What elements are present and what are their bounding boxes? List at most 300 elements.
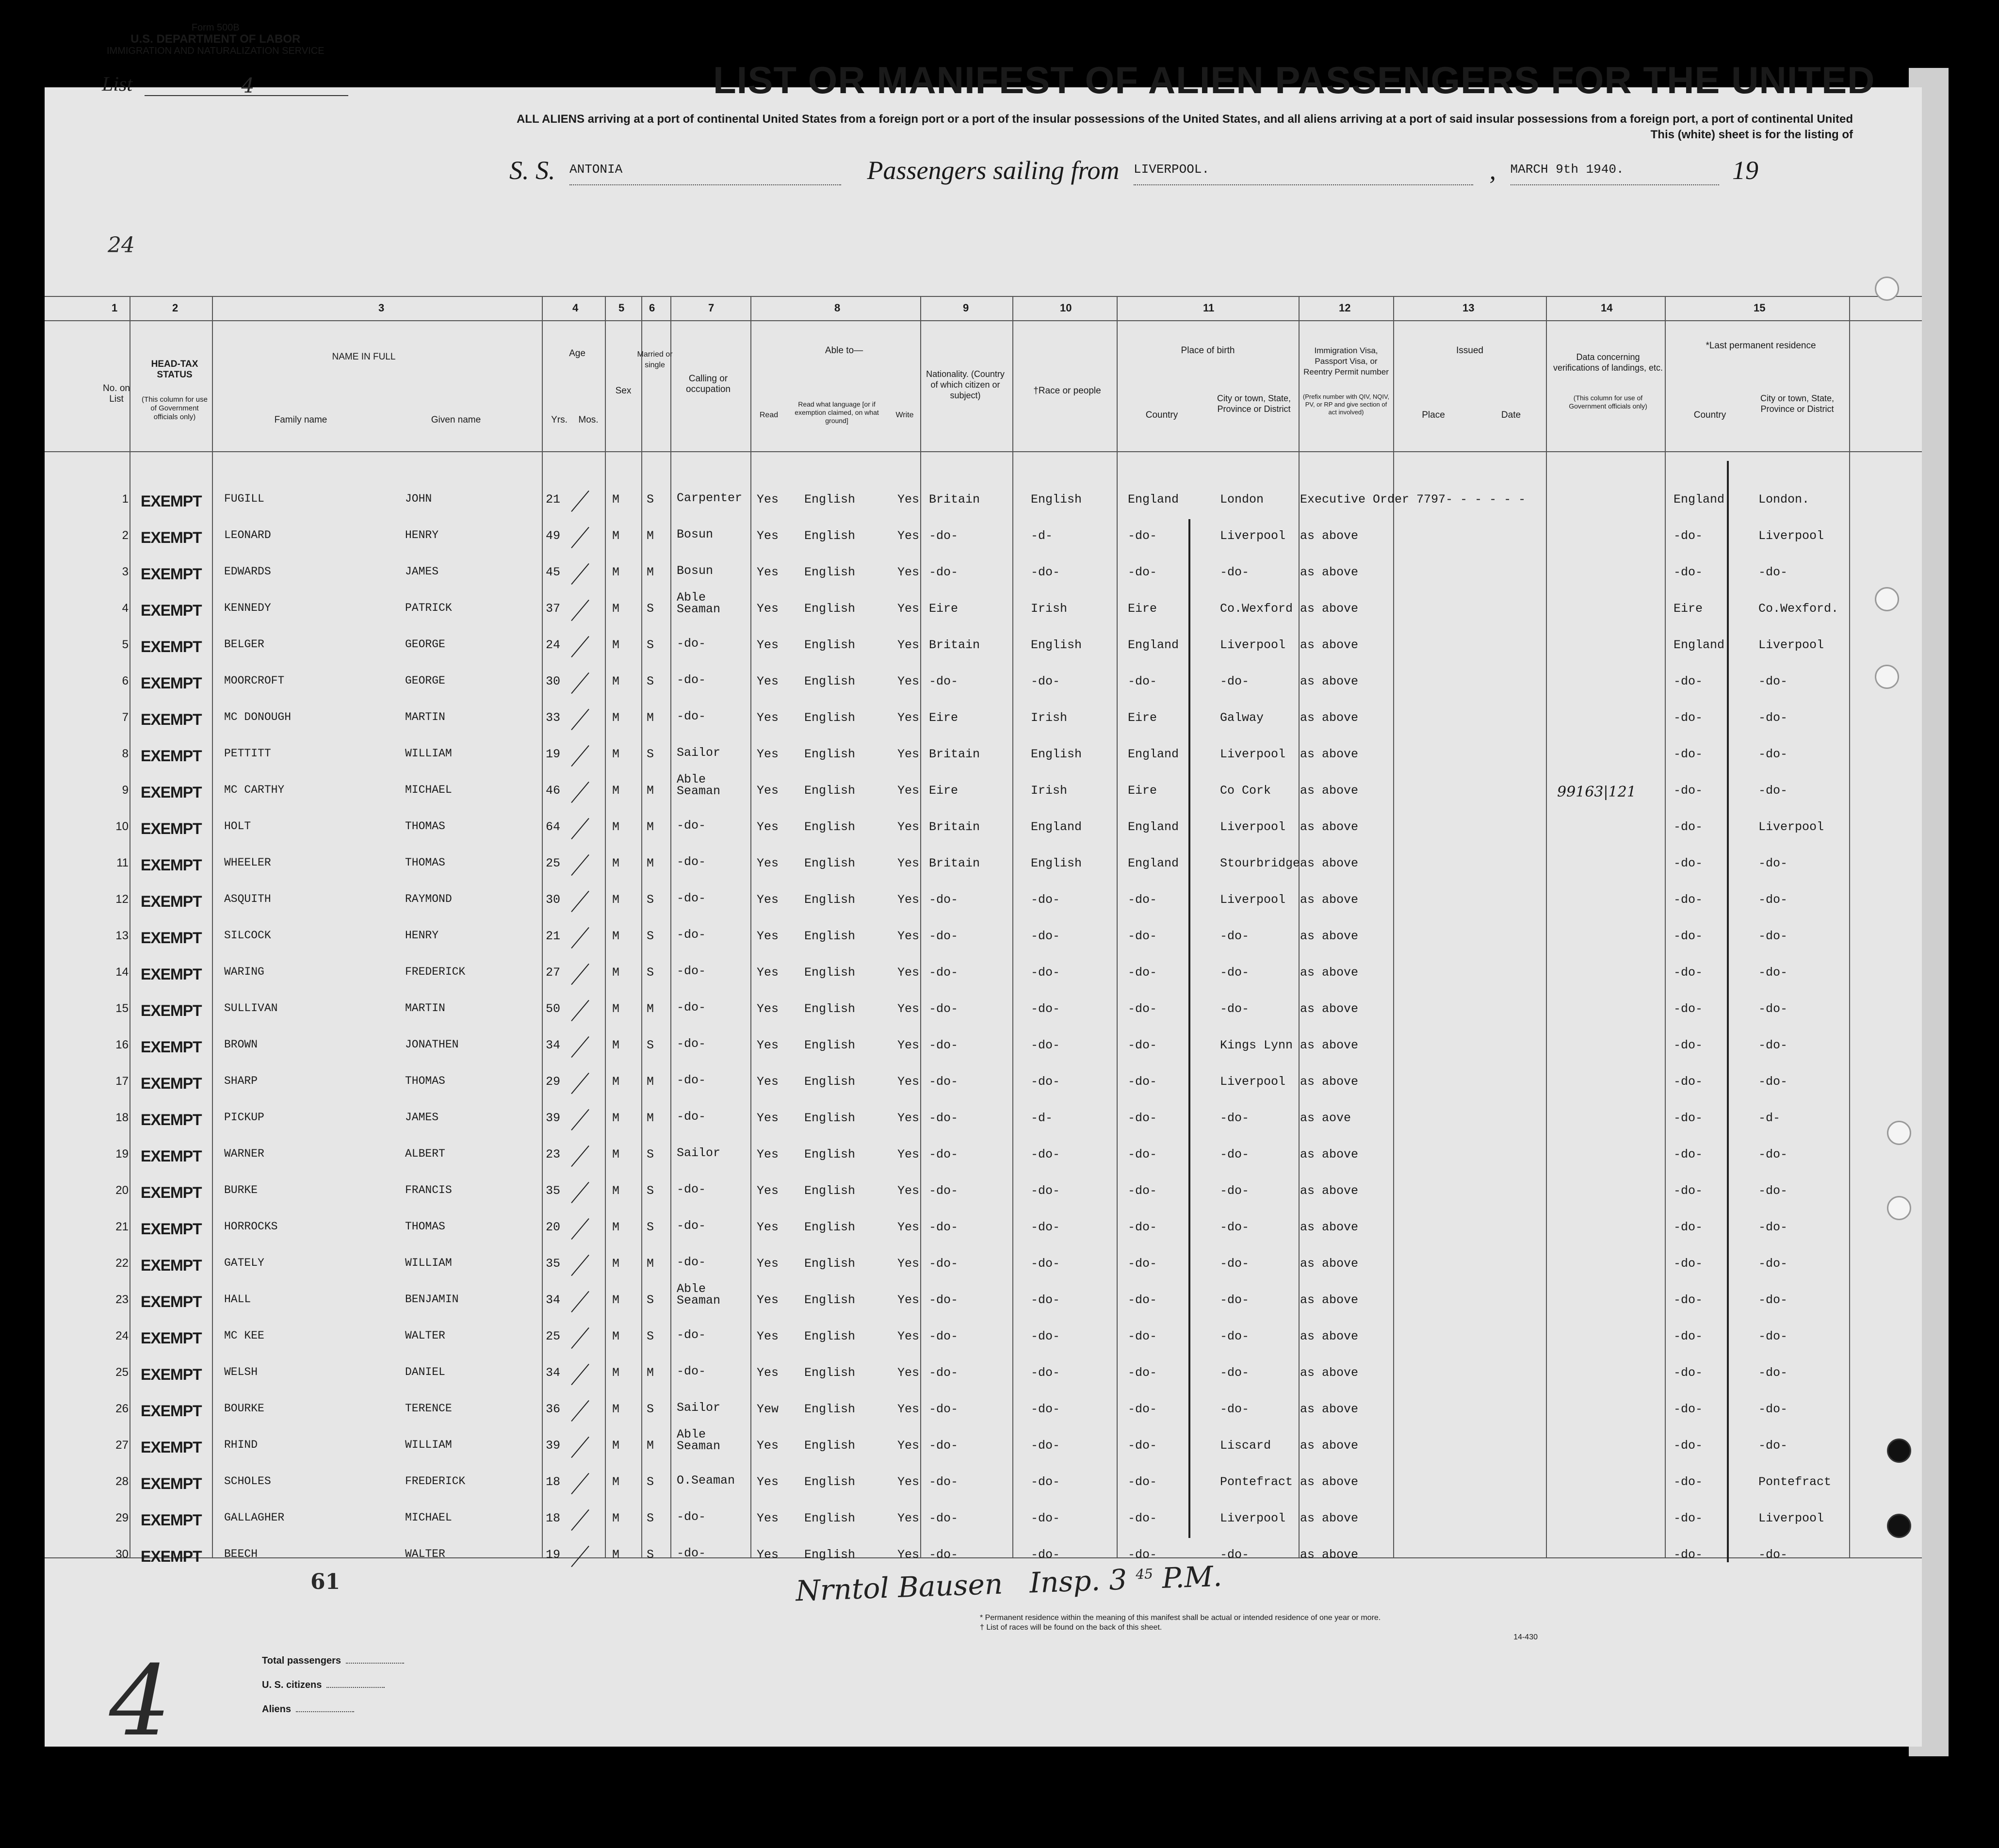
read-language: English	[804, 1293, 856, 1307]
birth-city: Co Cork	[1220, 784, 1271, 798]
birth-country: England	[1128, 492, 1179, 507]
family-name: PETTITT	[224, 747, 271, 760]
sex: M	[612, 1111, 620, 1125]
birth-country: -do-	[1128, 1439, 1157, 1453]
table-row	[0, 893, 1999, 929]
sex: M	[612, 784, 620, 798]
visa-info: as above	[1300, 1402, 1359, 1416]
residence-country: -do-	[1674, 1147, 1703, 1161]
age: 37	[546, 602, 561, 616]
col-mos: Mos.	[578, 415, 599, 425]
can-read: Yes	[757, 1475, 779, 1489]
can-write: Yes	[897, 1511, 920, 1525]
can-read: Yes	[757, 565, 779, 579]
age: 24	[546, 638, 561, 652]
col-calling: Calling or occupation	[686, 374, 731, 394]
read-language: English	[804, 1220, 856, 1234]
birth-city: Liverpool	[1220, 1075, 1286, 1089]
can-read: Yes	[757, 1366, 779, 1380]
total-count: 61	[310, 1570, 341, 1594]
can-read: Yes	[757, 856, 779, 870]
marital-status: M	[647, 711, 654, 725]
can-write: Yes	[897, 1439, 920, 1453]
race: -do-	[1031, 1439, 1060, 1453]
port-of-departure: LIVERPOOL.	[1134, 162, 1473, 185]
col-data-note: (This column for use of Government officials only)	[1569, 394, 1647, 410]
punch-hole	[1887, 1196, 1911, 1220]
ss-label: S. S.	[509, 156, 555, 185]
row-number: 4	[122, 602, 129, 615]
col-last-residence: *Last permanent residence	[1706, 341, 1816, 351]
age-tick-mark	[571, 1364, 589, 1385]
table-row	[0, 529, 1999, 565]
head-tax-status: EXEMPT	[141, 1111, 202, 1128]
head-tax-status: EXEMPT	[141, 1293, 202, 1310]
race: -do-	[1031, 1184, 1060, 1198]
marital-status: S	[647, 638, 654, 652]
residence-country: -do-	[1674, 929, 1703, 943]
can-write: Yes	[897, 602, 920, 616]
given-name: THOMAS	[405, 856, 445, 869]
residence-country: -do-	[1674, 1475, 1703, 1489]
row-number: 22	[115, 1257, 129, 1270]
race: -do-	[1031, 1220, 1060, 1234]
occupation: O.Seaman	[677, 1473, 735, 1488]
age-tick-mark	[571, 600, 589, 621]
age: 45	[546, 565, 561, 579]
table-row	[0, 1475, 1999, 1511]
occupation: Bosun	[677, 564, 714, 578]
can-write: Yes	[897, 1184, 920, 1198]
occupation: Bosun	[677, 527, 714, 541]
birth-country: -do-	[1128, 1329, 1157, 1343]
birth-country: -do-	[1128, 1184, 1157, 1198]
family-name: GATELY	[224, 1257, 264, 1269]
age-tick-mark	[571, 636, 589, 657]
birth-city: -do-	[1220, 1366, 1250, 1380]
row-number: 6	[122, 674, 129, 687]
row-number: 10	[115, 820, 129, 833]
visa-info: as above	[1300, 1475, 1359, 1489]
age-tick-mark	[571, 1291, 589, 1312]
given-name: FREDERICK	[405, 965, 466, 978]
occupation: -do-	[677, 818, 706, 833]
row-number: 1	[122, 492, 129, 506]
visa-info: as above	[1300, 1511, 1359, 1525]
family-name: HOLT	[224, 820, 251, 833]
can-write: Yes	[897, 1402, 920, 1416]
sex: M	[612, 674, 620, 688]
can-read: Yes	[757, 965, 779, 980]
can-write: Yes	[897, 965, 920, 980]
nationality: -do-	[929, 1111, 959, 1125]
sex: M	[612, 965, 620, 980]
occupation: -do-	[677, 1000, 706, 1014]
list-number-line	[102, 73, 348, 96]
race: Irish	[1031, 711, 1068, 725]
can-write: Yes	[897, 1475, 920, 1489]
can-write: Yes	[897, 711, 920, 725]
head-tax-status: EXEMPT	[141, 1184, 202, 1201]
punch-hole	[1887, 1514, 1911, 1538]
birth-city: -do-	[1220, 1220, 1250, 1234]
birth-country: -do-	[1128, 1257, 1157, 1271]
sex: M	[612, 1184, 620, 1198]
can-write: Yes	[897, 893, 920, 907]
residence-city: Liverpool	[1758, 529, 1824, 543]
nationality: -do-	[929, 529, 959, 543]
race: -do-	[1031, 565, 1060, 579]
family-name: MC CARTHY	[224, 784, 285, 796]
sex: M	[612, 820, 620, 834]
birth-city: -do-	[1220, 674, 1250, 688]
age: 39	[546, 1439, 561, 1453]
head-tax-status: EXEMPT	[141, 1439, 202, 1456]
family-name: SILCOCK	[224, 929, 271, 942]
nationality: Eire	[929, 784, 959, 798]
age: 34	[546, 1038, 561, 1052]
birth-city: -do-	[1220, 929, 1250, 943]
row-number: 29	[115, 1511, 129, 1524]
birth-country: -do-	[1128, 1293, 1157, 1307]
residence-country: -do-	[1674, 1329, 1703, 1343]
marital-status: S	[647, 1511, 654, 1525]
family-name: SHARP	[224, 1075, 258, 1087]
birth-city: -do-	[1220, 1548, 1250, 1562]
nationality: -do-	[929, 1439, 959, 1453]
read-language: English	[804, 1402, 856, 1416]
given-name: DANIEL	[405, 1366, 445, 1378]
given-name: THOMAS	[405, 820, 445, 833]
row-number: 16	[115, 1038, 129, 1051]
col-visa-note: (Prefix number with QIV, NQIV, PV, or RP and give section of act involved)	[1302, 393, 1390, 416]
age: 30	[546, 674, 561, 688]
sex: M	[612, 1293, 620, 1307]
marital-status: S	[647, 929, 654, 943]
given-name: WILLIAM	[405, 1257, 452, 1269]
age: 64	[546, 820, 561, 834]
list-number: 4	[241, 74, 255, 98]
residence-city: -do-	[1758, 674, 1788, 688]
col-able-to: Able to—	[825, 345, 863, 356]
sex: M	[612, 602, 620, 616]
residence-country: -do-	[1674, 820, 1703, 834]
can-read: Yes	[757, 1439, 779, 1453]
occupation: -do-	[677, 1255, 706, 1269]
residence-city: -do-	[1758, 1257, 1788, 1271]
head-tax-status: EXEMPT	[141, 747, 202, 765]
birth-city: -do-	[1220, 1402, 1250, 1416]
can-write: Yes	[897, 1075, 920, 1089]
row-number: 13	[115, 929, 129, 942]
residence-country: -do-	[1674, 529, 1703, 543]
sex: M	[612, 1329, 620, 1343]
given-name: RAYMOND	[405, 893, 452, 905]
occupation: -do-	[677, 855, 706, 869]
can-write: Yes	[897, 784, 920, 798]
can-write: Yes	[897, 1147, 920, 1161]
given-name: MICHAEL	[405, 784, 452, 796]
can-read: Yes	[757, 1075, 779, 1089]
read-language: English	[804, 638, 856, 652]
residence-city: -do-	[1758, 1402, 1788, 1416]
residence-city: -do-	[1758, 1038, 1788, 1052]
visa-info: as above	[1300, 929, 1359, 943]
head-tax-status: EXEMPT	[141, 1548, 202, 1565]
age: 36	[546, 1402, 561, 1416]
residence-country: -do-	[1674, 747, 1703, 761]
col-birth-city: City or town, State, Province or District	[1217, 393, 1291, 414]
birth-country: England	[1128, 856, 1179, 870]
age-tick-mark	[571, 491, 589, 512]
read-language: English	[804, 1439, 856, 1453]
race: -do-	[1031, 1329, 1060, 1343]
birth-country: England	[1128, 638, 1179, 652]
residence-country: -do-	[1674, 1002, 1703, 1016]
marital-status: S	[647, 674, 654, 688]
birth-country: -do-	[1128, 929, 1157, 943]
col-race: †Race or people	[1033, 386, 1101, 396]
head-tax-status: EXEMPT	[141, 1257, 202, 1274]
row-number: 3	[122, 565, 129, 578]
residence-country: -do-	[1674, 711, 1703, 725]
col-head-tax: HEAD-TAX STATUS	[151, 359, 198, 380]
marital-status: M	[647, 1439, 654, 1453]
given-name: HENRY	[405, 929, 439, 942]
age-tick-mark	[571, 891, 589, 912]
visa-info: as above	[1300, 893, 1359, 907]
row-number: 30	[115, 1548, 129, 1561]
age: 33	[546, 711, 561, 725]
family-name: WELSH	[224, 1366, 258, 1378]
residence-country: -do-	[1674, 1038, 1703, 1052]
age: 50	[546, 1002, 561, 1016]
birth-country: -do-	[1128, 893, 1157, 907]
occupation: -do-	[677, 1546, 706, 1560]
can-read: Yes	[757, 492, 779, 507]
occupation: -do-	[677, 1073, 706, 1087]
age: 23	[546, 1147, 561, 1161]
table-row	[0, 1075, 1999, 1111]
can-write: Yes	[897, 529, 920, 543]
nationality: -do-	[929, 1548, 959, 1562]
can-write: Yes	[897, 1293, 920, 1307]
sex: M	[612, 1147, 620, 1161]
residence-city: -do-	[1758, 1075, 1788, 1089]
col-read: Read	[759, 411, 779, 419]
family-name: MOORCROFT	[224, 674, 285, 687]
birth-city: -do-	[1220, 1002, 1250, 1016]
age: 35	[546, 1257, 561, 1271]
read-language: English	[804, 784, 856, 798]
birth-country: -do-	[1128, 1548, 1157, 1562]
marital-status: S	[647, 1184, 654, 1198]
col-given-name: Given name	[431, 415, 481, 425]
footer-us-citizens: U. S. citizens	[262, 1680, 385, 1691]
marital-status: S	[647, 1147, 654, 1161]
sex: M	[612, 1075, 620, 1089]
head-tax-status: EXEMPT	[141, 711, 202, 728]
family-name: ASQUITH	[224, 893, 271, 905]
read-language: English	[804, 1184, 856, 1198]
age: 25	[546, 1329, 561, 1343]
marital-status: M	[647, 565, 654, 579]
can-read: Yes	[757, 711, 779, 725]
occupation: -do-	[677, 891, 706, 905]
read-language: English	[804, 1366, 856, 1380]
birth-country: -do-	[1128, 965, 1157, 980]
given-name: HENRY	[405, 529, 439, 541]
row-number: 21	[115, 1220, 129, 1233]
col-name-in-full: NAME IN FULL	[332, 352, 396, 362]
residence-city: -do-	[1758, 1329, 1788, 1343]
sex: M	[612, 1366, 620, 1380]
age-tick-mark	[571, 1145, 589, 1167]
race: -do-	[1031, 1038, 1060, 1052]
col-data-landings: Data concerning verifications of landings, etc.	[1553, 352, 1663, 373]
sex: M	[612, 893, 620, 907]
residence-country: -do-	[1674, 1439, 1703, 1453]
col-place-of-birth: Place of birth	[1181, 345, 1235, 356]
read-language: English	[804, 893, 856, 907]
col-nationality: Nationality. (Country of which citizen or subject)	[926, 369, 1005, 400]
can-read: Yes	[757, 1038, 779, 1052]
table-row	[0, 1038, 1999, 1075]
can-write: Yes	[897, 820, 920, 834]
sex: M	[612, 856, 620, 870]
visa-info: as above	[1300, 1038, 1359, 1052]
marital-status: S	[647, 1293, 654, 1307]
age-tick-mark	[571, 1182, 589, 1203]
given-name: ALBERT	[405, 1147, 445, 1160]
birth-city: London	[1220, 492, 1264, 507]
given-name: MARTIN	[405, 711, 445, 723]
age-tick-mark	[571, 818, 589, 839]
marital-status: S	[647, 965, 654, 980]
age: 20	[546, 1220, 561, 1234]
residence-country: -do-	[1674, 674, 1703, 688]
birth-country: -do-	[1128, 1038, 1157, 1052]
col-married: Married or single	[637, 350, 673, 369]
row-number: 2	[122, 529, 129, 542]
age-tick-mark	[571, 745, 589, 767]
nationality: -do-	[929, 1075, 959, 1089]
head-tax-status: EXEMPT	[141, 1402, 202, 1420]
can-write: Yes	[897, 1329, 920, 1343]
can-read: Yes	[757, 1184, 779, 1198]
table-row	[0, 965, 1999, 1002]
head-tax-status: EXEMPT	[141, 893, 202, 910]
punch-hole	[1875, 665, 1899, 689]
residence-city: -do-	[1758, 1184, 1788, 1198]
row-number: 5	[122, 638, 129, 651]
nationality: Britain	[929, 747, 980, 761]
nationality: Britain	[929, 638, 980, 652]
age-tick-mark	[571, 927, 589, 949]
handwritten-bracket	[1188, 519, 1190, 1538]
given-name: MICHAEL	[405, 1511, 452, 1524]
marital-status: S	[647, 893, 654, 907]
can-read: Yes	[757, 602, 779, 616]
read-language: English	[804, 674, 856, 688]
nationality: -do-	[929, 1366, 959, 1380]
can-write: Yes	[897, 1366, 920, 1380]
residence-country: -do-	[1674, 1111, 1703, 1125]
visa-info: as above	[1300, 856, 1359, 870]
head-tax-status: EXEMPT	[141, 1002, 202, 1019]
col-issued-date: Date	[1501, 410, 1521, 420]
read-language: English	[804, 529, 856, 543]
residence-city: Pontefract	[1758, 1475, 1832, 1489]
can-write: Yes	[897, 1220, 920, 1234]
family-name: BROWN	[224, 1038, 258, 1051]
col-res-city: City or town, State, Province or District	[1760, 393, 1835, 414]
row-number: 26	[115, 1402, 129, 1415]
birth-country: -do-	[1128, 1111, 1157, 1125]
marital-status: M	[647, 1111, 654, 1125]
read-language: English	[804, 965, 856, 980]
table-row	[0, 1111, 1999, 1147]
can-read: Yes	[757, 674, 779, 688]
residence-country: -do-	[1674, 1257, 1703, 1271]
birth-city: Liverpool	[1220, 529, 1286, 543]
can-read: Yes	[757, 1111, 779, 1125]
nationality: -do-	[929, 565, 959, 579]
marital-status: S	[647, 492, 654, 507]
visa-info: as above	[1300, 1184, 1359, 1198]
birth-city: Liverpool	[1220, 893, 1286, 907]
marital-status: S	[647, 1038, 654, 1052]
ship-line: S. S. ANTONIA Passengers sailing from LIVERPOOL. , MARCH 9th 1940. 19	[509, 156, 1759, 185]
occupation: Able Seaman	[677, 1427, 721, 1453]
table-row	[0, 747, 1999, 784]
race: Irish	[1031, 602, 1068, 616]
birth-city: Pontefract	[1220, 1475, 1293, 1489]
age-tick-mark	[571, 1000, 589, 1021]
given-name: JOHN	[405, 492, 432, 505]
birth-country: England	[1128, 820, 1179, 834]
birth-city: -do-	[1220, 1329, 1250, 1343]
sex: M	[612, 638, 620, 652]
row-number: 27	[115, 1439, 129, 1452]
age-tick-mark	[571, 1109, 589, 1130]
occupation: -do-	[677, 1110, 706, 1124]
residence-country: -do-	[1674, 1184, 1703, 1198]
marital-status: S	[647, 747, 654, 761]
family-name: HORROCKS	[224, 1220, 278, 1233]
col-sex: Sex	[615, 386, 632, 396]
family-name: WHEELER	[224, 856, 271, 869]
can-read: Yes	[757, 1329, 779, 1343]
residence-city: -do-	[1758, 1548, 1788, 1562]
given-name: JAMES	[405, 565, 439, 578]
table-row	[0, 565, 1999, 602]
table-row	[0, 1402, 1999, 1439]
visa-info: as above	[1300, 602, 1359, 616]
family-name: EDWARDS	[224, 565, 271, 578]
given-name: GEORGE	[405, 638, 445, 651]
age-tick-mark	[571, 782, 589, 803]
handwritten-bracket	[1727, 461, 1729, 1562]
head-tax-status: EXEMPT	[141, 784, 202, 801]
col-family-name: Family name	[274, 415, 327, 425]
race: -do-	[1031, 893, 1060, 907]
residence-city: -do-	[1758, 1439, 1788, 1453]
marital-status: M	[647, 1366, 654, 1380]
given-name: PATRICK	[405, 602, 452, 614]
residence-city: -do-	[1758, 965, 1788, 980]
row-number: 17	[115, 1075, 129, 1088]
